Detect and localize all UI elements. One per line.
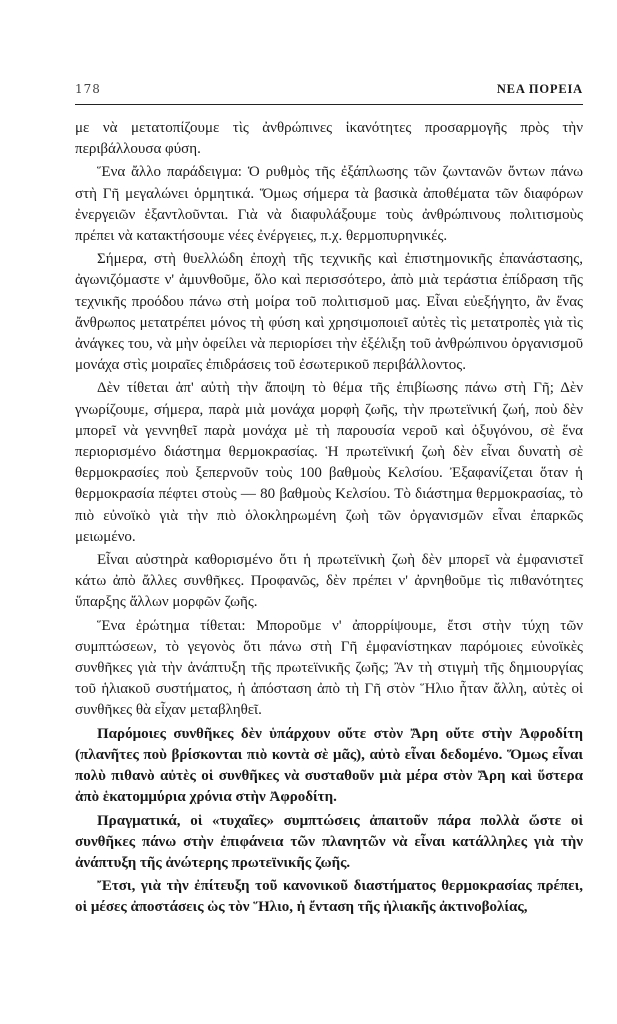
paragraph-2: Ἕνα ἄλλο παράδειγμα: Ὁ ρυθμὸς τῆς ἐξάπλωσης τῶν ζωντανῶν ὄντων πάνω στὴ Γῆ μεγαλώνει ὁρμητικά. Ὅμως σήμερα τὰ βασικὰ ἀποθέματα τῶν διαφόρων ἐνεργειῶν ἐξαντλοῦνται. Γιὰ νὰ διαφυλάξουμε τοὺς ἀνθρώπινους πολιτισμοὺς πρέπει νὰ κατακτήσουμε νέες ἐνέργειες, π.χ. θερμοπυρηνικές. [75,164,583,245]
paragraph-6: Ἕνα ἐρώτημα τίθεται: Μποροῦμε ν' ἀπορρίψουμε, ἔτσι στὴν τύχη τῶν συμπτώσεων, τὸ γεγονὸς ὅτι πάνω στὴ Γῆ ἐμφανίστηκαν παρόμοιες εὐνοϊκὲς συνθῆκες γιὰ τὴν ἀνάπτυξη τῆς πρωτεϊνικῆς ζωῆς; Ἂν τὴ στιγμὴ τῆς δημιουργίας τοῦ ἡλιακοῦ συστήματος, ἡ ἀπόσταση ἀπὸ τὴ Γῆ στὸν Ἥλιο ἦταν ἄλλη, αὐτὲς οἱ συνθῆκες θὰ εἶχαν μεταβληθεῖ. [75,617,583,719]
page-number: 178 [75,82,101,96]
paragraph-9: Ἔτσι, γιὰ τὴν ἐπίτευξη τοῦ κανονικοῦ διαστήματος θερμοκρασίας πρέπει, οἱ μέσες ἀποστάσεις ὡς τὸν Ἥλιο, ἡ ἔνταση τῆς ἡλιακῆς ἀκτινοβολίας, [75,878,583,916]
paragraph-3: Σήμερα, στὴ θυελλώδη ἐποχὴ τῆς τεχνικῆς καὶ ἐπιστημονικῆς ἐπανάστασης, ἀγωνιζόμαστε ν' ἀμυνθοῦμε, ὅλο καὶ περισσότερο, ἀπὸ μιὰ τεράστια ἐπίδραση τῆς τεχνικῆς προόδου πάνω στὴ μοίρα τοῦ πολιτισμοῦ μας. Εἶναι εὐεξήγητο, ἂν ἕνας ἄνθρωπος μετατρέπει μόνος τὴ φύση καὶ χρησιμοποιεῖ αὐτὲς τὶς μετατροπὲς γιὰ τὶς ἀνάγκες του, νὰ μὴν ὀφείλει νὰ περιορίσει τὴν ἐξέλιξη τοῦ ἀνθρώπινου ὀργανισμοῦ μονάχα στὶς μοιραῖες ἐπιδράσεις τοῦ ἐσωτερικοῦ περιβάλλοντος. [75,251,583,374]
running-title: ΝΕΑ ΠΟΡΕΙΑ [496,82,583,96]
paragraph-8: Πραγματικά, οἱ «τυχαῖες» συμπτώσεις ἀπαιτοῦν πάρα πολλὰ ὥστε οἱ συνθῆκες πάνω στὴν ἐπιφάνεια τῶν πλανητῶν νὰ εἶναι κατάλληλες γιὰ τὴν ἀνάπτυξη τῆς ἀνώτερης πρωτεϊνικῆς ζωῆς. [75,812,583,871]
paragraph-4: Δὲν τίθεται ἀπ' αὐτὴ τὴν ἄποψη τὸ θέμα τῆς ἐπιβίωσης πάνω στὴ Γῆ; Δὲν γνωρίζουμε, σήμερα, παρὰ μιὰ μονάχα μορφὴ ζωῆς, τὴν πρωτεϊνική ζωή, ποὺ δὲν μπορεῖ νὰ γεννηθεῖ παρὰ μονάχα μὲ τὴ παρουσία νεροῦ καὶ ὀξυγόνου, σὲ ἕνα περιορισμένο διάστημα θερμοκρασίας. Ἡ πρωτεϊνική ζωὴ δὲν εἶναι δυνατὴ σὲ θερμοκρασίες ποὺ ξεπερνοῦν τοὺς 100 βαθμοὺς Κελσίου. Ἐξαφανίζεται ὅταν ἡ θερμοκρασία πέφτει στοὺς — 80 βαθμοὺς Κελσίου. Τὸ διάστημα θερμοκρασίας, τὸ πιὸ εὐνοϊκὸ γιὰ τὴν πιὸ ὁλοκληρωμένη ζωὴ τῶν ὀργανισμῶν εἶναι ἐπαρκῶς μειωμένο. [75,380,583,545]
body-text [75,118,583,919]
header-rule [75,104,583,105]
paragraph-5: Εἶναι αὐστηρὰ καθορισμένο ὅτι ἡ πρωτεϊνικὴ ζωὴ δὲν μπορεῖ νὰ ἐμφανιστεῖ κάτω ἀπὸ ἄλλες συνθῆκες. Προφανῶς, δὲν πρέπει ν' ἀρνηθοῦμε τὶς πιθανότητες ὕπαρξης ἄλλων μορφῶν ζωῆς. [75,552,583,611]
paragraph-1: με νὰ μετατοπίζουμε τὶς ἀνθρώπινες ἱκανότητες προσαρμογῆς πρὸς τὴν περιβάλλουσα φύση. [75,120,583,158]
page-header [75,82,583,102]
paragraph-7: Παρόμοιες συνθῆκες δὲν ὑπάρχουν οὔτε στὸν Ἄρη οὔτε στὴν Ἀφροδίτη (πλανῆτες ποὺ βρίσκονται πιὸ κοντὰ σὲ μᾶς), αὐτὸ εἶναι δεδομένο. Ὅμως εἶναι πολὺ πιθανὸ αὐτὲς οἱ συνθῆκες νὰ συσταθοῦν μιὰ μέρα στὸν Ἄρη καὶ ὕστερα ἀπὸ ἑκατομμύρια χρόνια στὴν Ἀφροδίτη. [75,725,583,806]
